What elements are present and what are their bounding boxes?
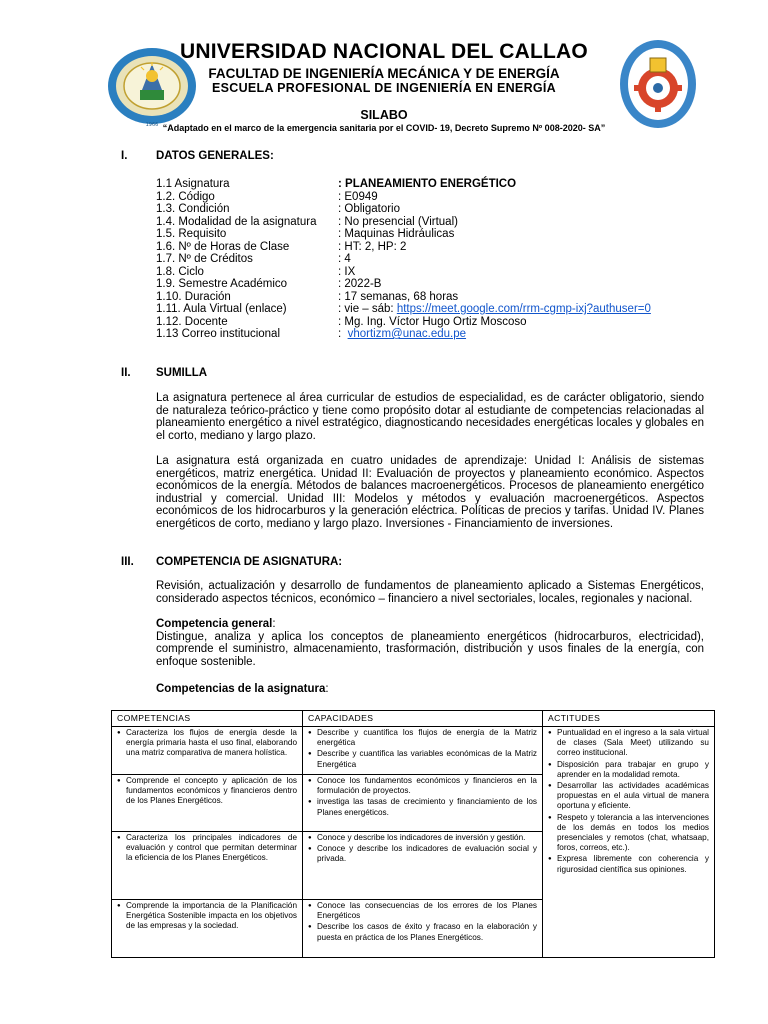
faculty-name: FACULTAD DE INGENIERÍA MECÁNICA Y DE ENERGÍA	[208, 66, 560, 81]
competencia-item: ● Comprende el concepto y aplicación de los fundamentos económicos y financieros dentro de los Planes Energéticos.	[126, 776, 297, 807]
capacidad-item: ● investiga las tasas de crecimiento y financiamiento de los Planes energéticos.	[317, 797, 537, 817]
university-name: UNIVERSIDAD NACIONAL DEL CALLAO	[180, 40, 588, 63]
email-link[interactable]: vhortizm@unac.edu.pe	[347, 328, 467, 340]
competencia-item: ● Caracteriza los principales indicadores de evaluación y control que permitan determinar la eficiencia de los Planes Energéticos.	[126, 833, 297, 864]
section1-title: DATOS GENERALES:	[156, 150, 274, 162]
competencia-general-title: Competencia general	[156, 618, 273, 630]
actitud-item: ● Disposición para trabajar en grupo y aprender en la modalidad remota.	[557, 760, 709, 780]
section3-number: III.	[121, 556, 134, 568]
section2-title: SUMILLA	[156, 367, 208, 379]
capacidad-item: ● Conoce y describe los indicadores de evaluación social y privada.	[317, 844, 537, 864]
header-competencias: COMPETENCIAS	[112, 711, 303, 727]
capacidad-item: ● Describe y cuantifica los flujos de energía de la Matriz energética	[317, 728, 537, 748]
section2-number: II.	[121, 367, 131, 379]
capacidad-item: ● Conoce los fundamentos económicos y financieros en la formulación de proyectos.	[317, 776, 537, 796]
competencia-general-block: Competencia general: Distingue, analiza y aplica los conceptos de planeamiento energéticos (hidrocarburos, electricidad), comprende el suministro, almacenamiento, trasformación, distribución y usos finales de la energía, con enfoque sostenible.	[156, 618, 704, 668]
section1-number: I.	[121, 150, 128, 162]
section3-title: COMPETENCIA DE ASIGNATURA:	[156, 556, 343, 568]
table-header-row	[112, 711, 715, 727]
actitud-item: ● Respeto y tolerancia a las intervenciones de los demás en todos los medios presenciales y remotos (chat, whatsaap, foros, correos, etc.).	[557, 813, 709, 854]
svg-text:1966: 1966	[145, 122, 159, 128]
competencia-general-text: Distingue, analiza y aplica los conceptos de planeamiento energéticos (hidrocarburos, electricidad), comprende el suministro, almacenamiento, trasformación, distribución y usos finales de la energía, con enfoque sostenible.	[156, 630, 704, 668]
covid-note: “Adaptado en el marco de la emergencia sanitaria por el COVID- 19, Decreto Supremo Nº 008-2020- SA”	[162, 123, 606, 133]
header-capacidades: CAPACIDADES	[303, 711, 543, 727]
sumilla-paragraph-2: La asignatura está organizada en cuatro unidades de aprendizaje: Unidad I: Análisis de sistemas energéticos, matriz energética. Unidad II: Evaluación de proyectos y planeamiento económico. Aspectos económicos de la energía. Métodos de balances macroenergéticos. Procesos de planeamiento energético industrial y comercial. Unidad III: Modelos y métodos y evaluación macroenergéticos. Aspectos económicos de los hidrocarburos y la generación eléctrica. Políticas de precios y tarifas. Unidad IV. Planes energéticos de corto, mediano y largo plazo. Inversiones - Financiamiento de inversiones.	[156, 455, 704, 530]
header-actitudes: ACTITUDES	[543, 711, 715, 727]
capacidad-item: ● Describe y cuantifica las variables económicas de la Matriz Energética	[317, 749, 537, 769]
capacidad-item: ● Conoce las consecuencias de los errores de los Planes Energéticos	[317, 901, 537, 921]
document-title: SILABO	[360, 108, 408, 122]
actitud-item: ● Desarrollar las actividades académicas propuestas en el aula virtual de manera oportuna y eficiente.	[557, 781, 709, 812]
aula-virtual-link[interactable]: https://meet.google.com/rrm-cgmp-ixj?authuser=0	[396, 303, 651, 315]
competencia-item: ● Comprende la importancia de la Planificación Energética Sostenible impacta en los objetivos de las empresas y la sociedad.	[126, 901, 297, 932]
sumilla-paragraph-1: La asignatura pertenece al área curricular de estudios de especialidad, es de carácter obligatorio, siendo de naturaleza teórico-práctico y tiene como propósito dotar al estudiante de competencias relacionadas al planeamiento energético a nivel estratégico, diagnosticando necesidades energéticas locales y globales en el corto, mediano y largo plazo.	[156, 392, 704, 442]
competencia-paragraph: Revisión, actualización y desarrollo de fundamentos de planeamiento aplicado a Sistemas Energéticos, considerado aspectos técnicos, económico – financiero a nivel sectoriales, locales, regionales y nacional.	[156, 580, 704, 605]
school-name: ESCUELA PROFESIONAL DE INGENIERÍA EN ENERGÍA	[211, 81, 557, 95]
capacidad-item: ● Conoce y describe los indicadores de inversión y gestión.	[317, 833, 537, 843]
capacidad-item: ● Describe los casos de éxito y fracaso en la elaboración y puesta en práctica de los Planes Energéticos.	[317, 922, 537, 942]
competencias-asignatura-heading: Competencias de la asignatura:	[156, 683, 329, 695]
competencies-table	[111, 710, 715, 958]
table-row	[112, 727, 715, 775]
actitud-item: ● Puntualidad en el ingreso a la sala virtual de clases (Sala Meet) utilizando su correo institucional.	[557, 728, 709, 759]
actitud-item: ● Expresa libremente con coherencia y rigurosidad científica sus opiniones.	[557, 854, 709, 874]
competencia-item: ● Caracteriza los flujos de energía desde la energía primaria hasta el uso final, elaborando una matriz comparativa de manera holística.	[126, 728, 297, 759]
